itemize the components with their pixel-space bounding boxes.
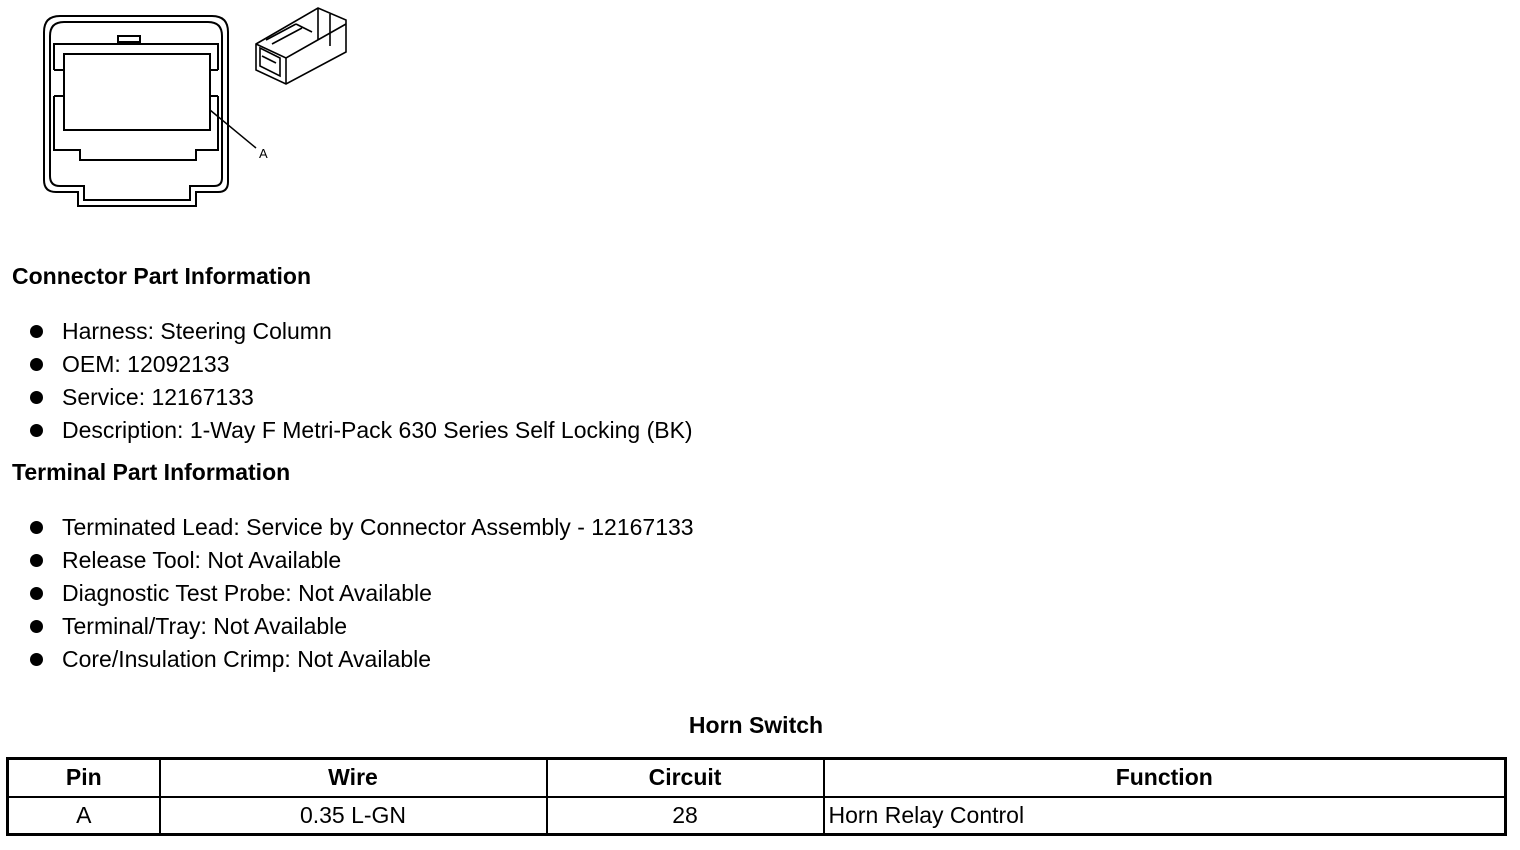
pinout-table (6, 757, 1507, 836)
cavity-frame (54, 44, 218, 160)
list-item (0, 414, 693, 447)
cell-pin: A (8, 797, 160, 835)
callout-leader-line (210, 110, 256, 148)
list-item (0, 511, 694, 544)
connector-part-information-list (0, 315, 693, 447)
list-item (0, 381, 693, 414)
connector-housing-inner-outline (50, 22, 222, 200)
cell-circuit: 28 (547, 797, 824, 835)
table-row (8, 797, 1506, 835)
bullet-icon (30, 325, 43, 338)
bullet-icon (30, 358, 43, 371)
terminal-item-release-tool: Release Tool: Not Available (62, 547, 342, 573)
column-header-function: Function (824, 759, 1506, 797)
list-item (0, 643, 694, 676)
connector-part-information-heading: Connector Part Information (12, 263, 312, 289)
connector-diagram (0, 0, 380, 220)
connector-item-description: Description: 1-Way F Metri-Pack 630 Series Self Locking (BK) (62, 417, 693, 443)
list-item (0, 610, 694, 643)
terminal-item-terminal-tray: Terminal/Tray: Not Available (62, 613, 348, 639)
terminal-part-information-list (0, 511, 694, 676)
bullet-icon (30, 391, 43, 404)
lock-tab (118, 36, 140, 42)
callout-label-a: A (259, 146, 268, 161)
list-item (0, 577, 694, 610)
bullet-icon (30, 424, 43, 437)
connector-item-service: Service: 12167133 (62, 384, 254, 410)
list-item (0, 544, 694, 577)
bullet-icon (30, 653, 43, 666)
table-title: Horn Switch (688, 712, 824, 738)
column-header-wire: Wire (160, 759, 547, 797)
cell-function: Horn Relay Control (824, 797, 1506, 835)
bullet-icon (30, 521, 43, 534)
connector-item-harness: Harness: Steering Column (62, 318, 332, 344)
connector-item-oem: OEM: 12092133 (62, 351, 230, 377)
list-item (0, 315, 693, 348)
list-item (0, 348, 693, 381)
terminal-cavity-a (64, 54, 210, 130)
terminal-part-information-heading: Terminal Part Information (12, 459, 291, 485)
terminal-item-terminated-lead: Terminated Lead: Service by Connector Assembly - 12167133 (62, 514, 694, 540)
connector-thumbnail (256, 8, 346, 84)
bullet-icon (30, 620, 43, 633)
bullet-icon (30, 554, 43, 567)
terminal-item-crimp: Core/Insulation Crimp: Not Available (62, 646, 432, 672)
table-header-row (8, 759, 1506, 797)
terminal-item-test-probe: Diagnostic Test Probe: Not Available (62, 580, 432, 606)
column-header-circuit: Circuit (547, 759, 824, 797)
bullet-icon (30, 587, 43, 600)
column-header-pin: Pin (8, 759, 160, 797)
cell-wire: 0.35 L-GN (160, 797, 547, 835)
